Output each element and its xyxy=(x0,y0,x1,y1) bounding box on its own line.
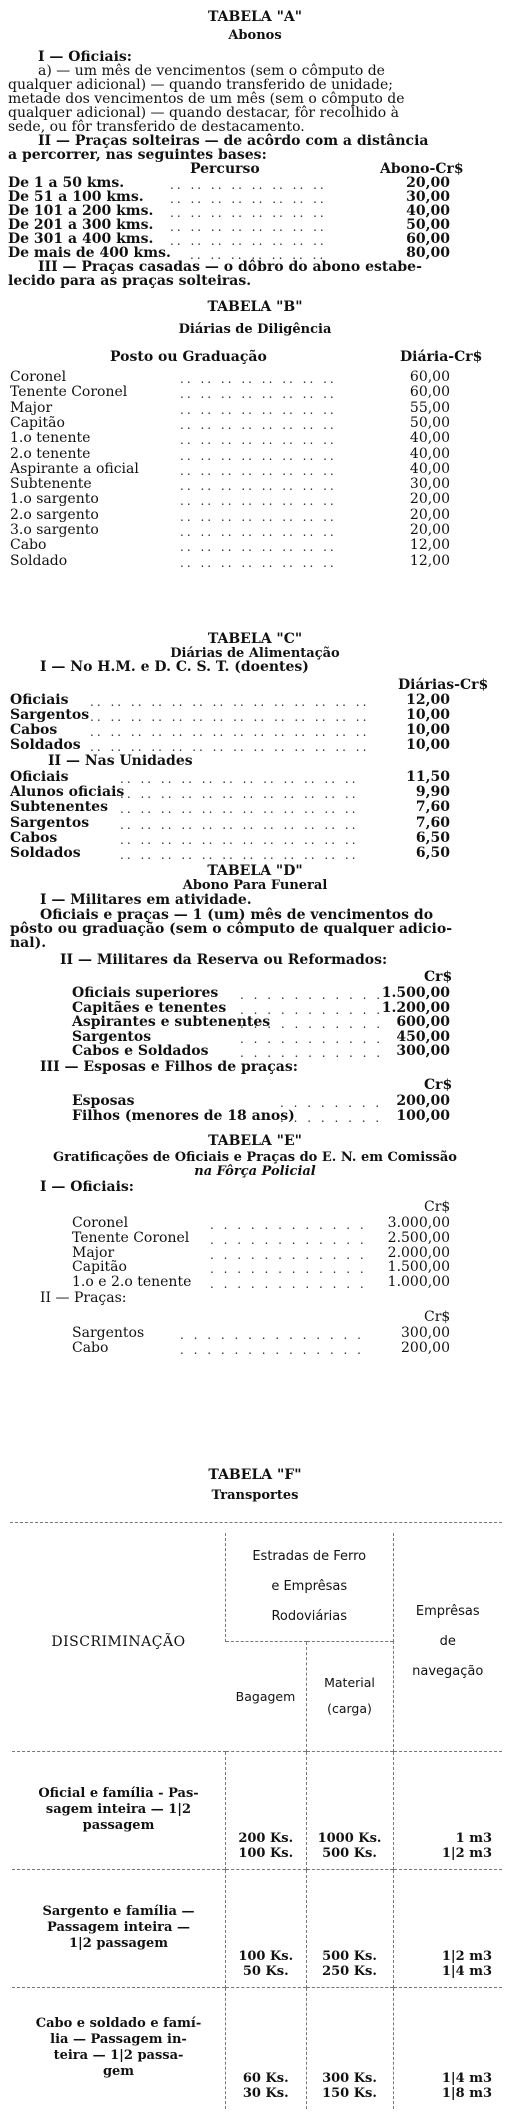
leader-dots: .. .. .. .. .. .. .. .. .. .. .. .. xyxy=(120,802,359,817)
tabela-e-title: TABELA "E" xyxy=(208,1133,302,1149)
tabela-d-row-value: 1.500,00 xyxy=(381,985,450,1001)
leader-dots: . . . . . . . . . . . . xyxy=(210,1277,367,1292)
leader-dots: .. .. .. .. .. .. .. .. xyxy=(180,494,337,509)
leader-dots: .. .. .. .. .. .. .. .. .. .. .. .. .. .. xyxy=(90,740,370,754)
tabela-e-row-value: 1.500,00 xyxy=(387,1259,450,1276)
tabela-b-row-value: 40,00 xyxy=(409,430,450,447)
cell-bagagem xyxy=(226,1751,307,1869)
cell-bagagem-line: 60 Ks. xyxy=(242,2071,289,2086)
leader-dots: .. .. .. .. .. .. .. .. .. .. .. .. xyxy=(120,848,359,862)
leader-dots: .. .. .. .. .. .. .. .. xyxy=(180,555,337,570)
tabela-c-row-value: 11,50 xyxy=(406,769,450,785)
header-estradas-line: Estradas de Ferro xyxy=(252,1548,367,1564)
leader-dots: .. .. .. .. .. .. .. .. xyxy=(180,417,337,432)
tabela-e-row-label: Cabo xyxy=(72,1340,109,1356)
tabela-c-title: TABELA "C" xyxy=(207,631,303,647)
cell-material-line: 500 Ks. xyxy=(322,1845,377,1861)
tabela-e-subtitle: Gratificações de Oficiais e Praças do E. N. em Comissão xyxy=(53,1150,457,1165)
leader-dots: .. .. .. .. .. .. .. .. .. .. .. .. xyxy=(120,832,359,847)
tabela-b-row-label: Capitão xyxy=(10,414,65,431)
tabela-d-currency: Cr$ xyxy=(424,1077,453,1093)
tabela-a-row-value: 20,00 xyxy=(406,175,450,191)
tabela-c-row-label: Soldados xyxy=(10,845,81,861)
cell-discriminacao-line: teira — 1|2 passa- xyxy=(53,2048,184,2064)
tabela-b-row-label: 1.o tenente xyxy=(10,430,91,447)
tabela-c-row-label: Oficiais xyxy=(10,692,69,708)
table-top-rule xyxy=(10,1522,502,1523)
tabela-e-section-2: II — Praças: xyxy=(40,1290,127,1306)
leader-dots: . . . . . . . . . . . xyxy=(240,1002,384,1017)
tabela-a-section-2: II — Praças solteiras — de acôrdo com a distância xyxy=(38,133,429,149)
tabela-c-row-label: Soldados xyxy=(10,737,81,753)
tabela-a-text-line: a) — um mês de vencimentos (sem o cômputo de xyxy=(38,63,385,79)
tabela-b-row-value: 12,00 xyxy=(409,552,450,569)
tabela-c-row-value: 10,00 xyxy=(406,707,450,723)
tabela-d-section-1: I — Militares em atividade. xyxy=(40,892,252,908)
tabela-d-subtitle: Abono Para Funeral xyxy=(182,878,328,893)
cell-discriminacao-line: Passagem inteira — xyxy=(47,1920,190,1935)
tabela-d-row-label: Filhos (menores de 18 anos) xyxy=(72,1108,295,1124)
cell-navegacao-line: 1|4 m3 xyxy=(441,2071,492,2086)
tabela-b-row-label: Soldado xyxy=(10,552,68,569)
cell-navegacao-line: 1 m3 xyxy=(455,1830,492,1846)
leader-dots: . . . . . . . . . . . . xyxy=(210,1262,367,1277)
tabela-b-row-value: 40,00 xyxy=(409,445,450,462)
tabela-e-row-label: 1.o e 2.o tenente xyxy=(72,1274,192,1291)
cell-bagagem-line: 100 Ks. xyxy=(238,1948,294,1964)
tabela-d-row-label: Aspirantes e subtenentes xyxy=(72,1014,271,1030)
leader-dots: . . . . . . . . . . . . . . xyxy=(180,1343,364,1357)
tabela-e-row-label: Coronel xyxy=(72,1215,129,1231)
tabela-b-subtitle: Diárias de Diligência xyxy=(178,322,332,337)
leader-dots: .. .. .. .. .. .. .. .. xyxy=(170,192,327,206)
leader-dots: .. .. .. .. .. .. .. .. .. .. .. .. .. .. xyxy=(90,695,370,709)
tabela-b-row-label: Tenente Coronel xyxy=(10,384,128,401)
cell-discriminacao xyxy=(12,1987,226,2109)
leader-dots: .. .. .. .. .. .. .. .. xyxy=(180,463,337,478)
tabela-e-row-value: 1.000,00 xyxy=(387,1274,450,1291)
header-bagagem: Bagagem xyxy=(226,1641,307,1751)
tabela-b-row-label: Major xyxy=(10,399,53,416)
cell-discriminacao-line: lia — Passagem in- xyxy=(50,2032,187,2048)
tabela-b-row-value: 60,00 xyxy=(409,384,450,401)
leader-dots: . . . . . . . . . . . xyxy=(240,1031,384,1046)
cell-discriminacao-line: sagem inteira — 1|2 xyxy=(45,1802,192,1817)
tabela-d-currency: Cr$ xyxy=(424,969,453,985)
tabela-c-row-value: 7,60 xyxy=(415,814,450,831)
tabela-a-subtitle: Abonos xyxy=(228,28,282,43)
header-material xyxy=(306,1641,393,1751)
tabela-a-title: TABELA "A" xyxy=(207,9,303,25)
cell-bagagem xyxy=(226,1987,307,2109)
header-estradas-line: Rodoviárias xyxy=(271,1608,348,1624)
cell-bagagem-line: 30 Ks. xyxy=(242,2086,289,2101)
leader-dots: .. .. .. .. .. .. .. .. xyxy=(170,220,327,234)
tabela-a-row-value: 80,00 xyxy=(406,245,450,261)
tabela-a-row-value: 60,00 xyxy=(406,231,450,247)
tabela-a-text-line: sede, ou fôr transferido de destacamento. xyxy=(8,119,305,135)
header-estradas-line: e Emprêsas xyxy=(271,1578,348,1594)
tabela-e-row-label: Capitão xyxy=(72,1259,127,1276)
tabela-c-row-label: Alunos oficiais xyxy=(10,784,125,801)
tabela-a-section-1: I — Oficiais: xyxy=(38,49,132,65)
cell-navegacao xyxy=(393,1751,502,1869)
tabela-b-row-value: 55,00 xyxy=(409,399,450,416)
tabela-d-section-3: III — Esposas e Filhos de praças: xyxy=(40,1059,298,1075)
tabela-c-row-value: 6,50 xyxy=(415,845,450,861)
tabela-a-text-line: metade dos vencimentos de um mês (sem o cômputo de xyxy=(8,91,405,107)
tabela-b-row-value: 30,00 xyxy=(409,476,450,493)
leader-dots: . . . . . . . . . . . . xyxy=(210,1247,367,1262)
tabela-a-row-label: De 201 a 300 kms. xyxy=(8,217,154,233)
leader-dots: .. .. .. .. .. .. .. .. xyxy=(180,433,337,448)
cell-material-line: 150 Ks. xyxy=(322,2086,377,2101)
tabela-d-row-label: Cabos e Soldados xyxy=(72,1043,209,1059)
tabela-d-row-value: 450,00 xyxy=(396,1028,450,1045)
tabela-e-row-value: 2.500,00 xyxy=(387,1229,450,1246)
tabela-c-row-value: 10,00 xyxy=(406,737,450,753)
tabela-b-row-label: Subtenente xyxy=(10,476,92,493)
tabela-d-text-line: nal). xyxy=(10,935,47,951)
tabela-e-row-value: 200,00 xyxy=(401,1340,450,1356)
tabela-e-currency: Cr$ xyxy=(424,1309,451,1325)
leader-dots: .. .. .. .. .. .. .. .. .. .. .. .. xyxy=(120,772,359,786)
leader-dots: .. .. .. .. .. .. .. .. xyxy=(170,206,327,220)
cell-navegacao-line: 1|2 m3 xyxy=(441,1845,492,1861)
cell-bagagem-line: 100 Ks. xyxy=(238,1845,294,1861)
tabela-b-col-posto: Posto ou Graduação xyxy=(110,349,267,365)
tabela-d-row-value: 1.200,00 xyxy=(381,999,450,1016)
cell-discriminacao-line: Cabo e soldado e famí- xyxy=(35,2016,202,2032)
cell-navegacao-line: 1|4 m3 xyxy=(441,1963,492,1979)
tabela-c-row-label: Subtenentes xyxy=(10,799,108,816)
leader-dots: . . . . . . . . . . . xyxy=(240,1017,384,1031)
cell-discriminacao-line: Sargento e família — xyxy=(42,1904,195,1919)
tabela-c-section-2: II — Nas Unidades xyxy=(48,753,193,769)
tabela-b-row-label: 1.o sargento xyxy=(10,491,99,508)
tabela-a-text-line: qualquer adicional) — quando destacar, fôr recolhido à xyxy=(8,105,399,121)
tabela-d-row-label: Capitães e tenentes xyxy=(72,999,227,1016)
header-navegacao xyxy=(393,1533,502,1751)
tabela-a-row-label: De 1 a 50 kms. xyxy=(8,175,125,191)
header-material-line: (carga) xyxy=(327,1701,372,1716)
cell-material xyxy=(306,1869,393,1987)
cell-material-line: 1000 Ks. xyxy=(317,1830,382,1846)
leader-dots: . . . . . . . . . . . . . . xyxy=(180,1328,364,1342)
tabela-d-row-value: 200,00 xyxy=(396,1093,450,1109)
leader-dots: .. .. .. .. .. .. .. .. .. .. .. .. .. .. xyxy=(90,725,370,739)
tabela-a-row-label: De mais de 400 kms. xyxy=(8,245,171,261)
cell-discriminacao-line: passagem xyxy=(82,1818,155,1833)
leader-dots: . . . . . . . . . . . . xyxy=(210,1232,367,1247)
header-discriminacao: DISCRIMINAÇÃO xyxy=(51,1633,186,1650)
leader-dots: .. .. .. .. .. .. .. .. xyxy=(180,402,337,417)
tabela-c-subtitle: Diárias de Alimentação xyxy=(170,646,340,661)
leader-dots: . . . . . . . . . . . . xyxy=(210,1218,367,1232)
leader-dots: .. .. .. .. .. .. .. .. xyxy=(170,234,327,248)
tabela-c-col-diarias: Diárias-Cr$ xyxy=(398,677,489,693)
cell-bagagem-line: 50 Ks. xyxy=(242,1963,289,1979)
leader-dots: .. .. .. .. .. .. .. .. xyxy=(180,509,337,524)
tabela-d-row-value: 100,00 xyxy=(396,1108,450,1124)
tabela-d-row-value: 600,00 xyxy=(396,1014,450,1030)
tabela-c-section-1: I — No H.M. e D. C. S. T. (doentes) xyxy=(40,659,309,675)
tabela-b-row-label: Cabo xyxy=(10,537,47,554)
tabela-a-row-value: 30,00 xyxy=(406,189,450,205)
leader-dots: . . . . . . . . xyxy=(280,1111,383,1125)
leader-dots: .. .. .. .. .. .. .. .. xyxy=(180,540,337,555)
tabela-b-row-label: 2.o tenente xyxy=(10,445,91,462)
leader-dots: .. .. .. .. .. .. .. .. .. .. .. .. xyxy=(120,817,359,832)
cell-material xyxy=(306,1751,393,1869)
tabela-d-text-line: Oficiais e praças — 1 (um) mês de vencimentos do xyxy=(40,907,434,923)
tabela-f-subtitle: Transportes xyxy=(211,1488,299,1503)
tabela-e-section-1: I — Oficiais: xyxy=(40,1179,134,1195)
tabela-d-row-label: Oficiais superiores xyxy=(72,985,219,1001)
table-row xyxy=(12,1987,502,2109)
tabela-b-row-value: 20,00 xyxy=(409,522,450,538)
cell-discriminacao xyxy=(12,1751,226,1869)
tabela-b-row-value: 50,00 xyxy=(409,414,450,431)
tabela-a-col-abono: Abono-Cr$ xyxy=(380,161,464,177)
tabela-c-row-value: 10,00 xyxy=(406,722,450,738)
cell-material-line: 500 Ks. xyxy=(322,1948,377,1964)
leader-dots: .. .. .. .. .. .. .. .. xyxy=(180,448,337,463)
tabela-c-row-label: Cabos xyxy=(10,722,58,738)
tabela-b-row-value: 60,00 xyxy=(409,369,450,385)
tabela-e-row-label: Sargentos xyxy=(72,1325,145,1341)
transportes-table-body xyxy=(12,1751,502,2109)
table-row xyxy=(12,1751,502,1869)
cell-navegacao xyxy=(393,1869,502,1987)
tabela-a-text-line: qualquer adicional) — quando transferido de unidade; xyxy=(8,77,393,93)
cell-material-line: 250 Ks. xyxy=(322,1963,377,1979)
tabela-b-row-label: 3.o sargento xyxy=(10,522,99,538)
cell-material-line: 300 Ks. xyxy=(322,2071,377,2086)
cell-navegacao-line: 1|8 m3 xyxy=(441,2086,492,2101)
cell-navegacao xyxy=(393,1987,502,2109)
leader-dots: .. .. .. .. .. .. .. .. .. .. .. .. .. .. xyxy=(90,710,370,724)
tabela-c-row-label: Sargentos xyxy=(10,814,90,831)
tabela-d-row-label: Sargentos xyxy=(72,1028,152,1045)
tabela-b-title: TABELA "B" xyxy=(207,299,303,315)
tabela-d-row-label: Esposas xyxy=(72,1093,135,1109)
tabela-c-row-value: 6,50 xyxy=(415,829,450,846)
leader-dots: . . . . . . . . xyxy=(280,1096,383,1110)
tabela-b-row-label: 2.o sargento xyxy=(10,506,99,523)
leader-dots: .. .. .. .. .. .. .. .. .. .. .. .. xyxy=(120,787,359,802)
header-navegacao-line: Emprêsas xyxy=(415,1603,480,1619)
header-navegacao-line: de xyxy=(439,1633,456,1649)
tabela-c-row-value: 12,00 xyxy=(406,692,450,708)
leader-dots: .. .. .. .. .. .. .. .. xyxy=(180,387,337,402)
tabela-c-row-label: Cabos xyxy=(10,829,58,846)
tabela-b-row-value: 12,00 xyxy=(409,537,450,554)
tabela-b-row-value: 20,00 xyxy=(409,506,450,523)
header-navegacao-line: navegação xyxy=(412,1663,484,1679)
leader-dots: .. .. .. .. .. .. .. .. xyxy=(180,479,337,494)
cell-bagagem xyxy=(226,1869,307,1987)
tabela-b-col-diaria: Diária-Cr$ xyxy=(400,349,483,365)
table-row xyxy=(12,1869,502,1987)
leader-dots: .. .. .. .. .. .. .. .. xyxy=(180,525,337,539)
tabela-a-row-label: De 101 a 200 kms. xyxy=(8,203,154,219)
tabela-e-row-value: 300,00 xyxy=(401,1325,450,1341)
header-estradas xyxy=(226,1533,394,1641)
tabela-a-text-line: a percorrer, nas seguintes bases: xyxy=(8,147,267,163)
leader-dots: .. .. .. .. .. .. .. .. xyxy=(180,372,337,386)
leader-dots: . . . . . . . . . . . xyxy=(240,1046,384,1060)
tabela-a-row-value: 50,00 xyxy=(406,217,450,233)
tabela-e-row-value: 2.000,00 xyxy=(387,1244,450,1261)
tabela-d-section-2: II — Militares da Reserva ou Reformados: xyxy=(60,952,388,968)
tabela-b-row-value: 20,00 xyxy=(409,491,450,508)
tabela-c-row-value: 9,90 xyxy=(415,784,450,801)
header-material-line: Material xyxy=(324,1675,375,1690)
cell-discriminacao-line: Oficial e família - Pas- xyxy=(38,1786,199,1801)
cell-discriminacao xyxy=(12,1869,226,1987)
cell-bagagem-line: 200 Ks. xyxy=(238,1830,294,1846)
tabela-d-title: TABELA "D" xyxy=(207,863,303,879)
leader-dots: .. .. .. .. .. .. .. .. xyxy=(170,178,327,192)
tabela-a-section-3: III — Praças casadas — o dôbro do abono estabe- xyxy=(38,259,422,275)
tabela-a-row-value: 40,00 xyxy=(406,203,450,219)
leader-dots: . . . . . . . . . . . xyxy=(240,988,384,1002)
tabela-a-text-line: lecido para as praças solteiras. xyxy=(8,273,252,289)
cell-material xyxy=(306,1987,393,2109)
tabela-c-row-value: 7,60 xyxy=(415,799,450,816)
tabela-c-row-label: Sargentos xyxy=(10,707,90,723)
tabela-f-title: TABELA "F" xyxy=(208,1467,302,1483)
transportes-table xyxy=(12,1533,502,2109)
tabela-e-row-label: Major xyxy=(72,1244,115,1261)
leader-dots: .. .. .. .. .. .. .. xyxy=(190,248,327,262)
tabela-c-row-label: Oficiais xyxy=(10,769,69,785)
tabela-a-row-label: De 301 a 400 kms. xyxy=(8,231,154,247)
tabela-b-row-value: 40,00 xyxy=(409,460,450,477)
tabela-b-row-label: Aspirante a oficial xyxy=(10,460,139,477)
cell-navegacao-line: 1|2 m3 xyxy=(441,1948,492,1964)
tabela-a-row-label: De 51 a 100 kms. xyxy=(8,189,144,205)
tabela-e-row-value: 3.000,00 xyxy=(387,1215,450,1231)
tabela-d-row-value: 300,00 xyxy=(396,1043,450,1059)
tabela-e-currency: Cr$ xyxy=(424,1199,451,1215)
tabela-e-subtitle: na Fôrça Policial xyxy=(194,1164,316,1179)
cell-discriminacao-line: gem xyxy=(102,2064,135,2080)
tabela-b-row-label: Coronel xyxy=(10,369,67,385)
tabela-d-text-line: pôsto ou graduação (sem o cômputo de qualquer adicio- xyxy=(10,921,453,937)
cell-discriminacao-line: 1|2 passagem xyxy=(68,1936,169,1951)
tabela-a-col-percurso: Percurso xyxy=(190,161,260,177)
tabela-e-row-label: Tenente Coronel xyxy=(72,1229,190,1246)
